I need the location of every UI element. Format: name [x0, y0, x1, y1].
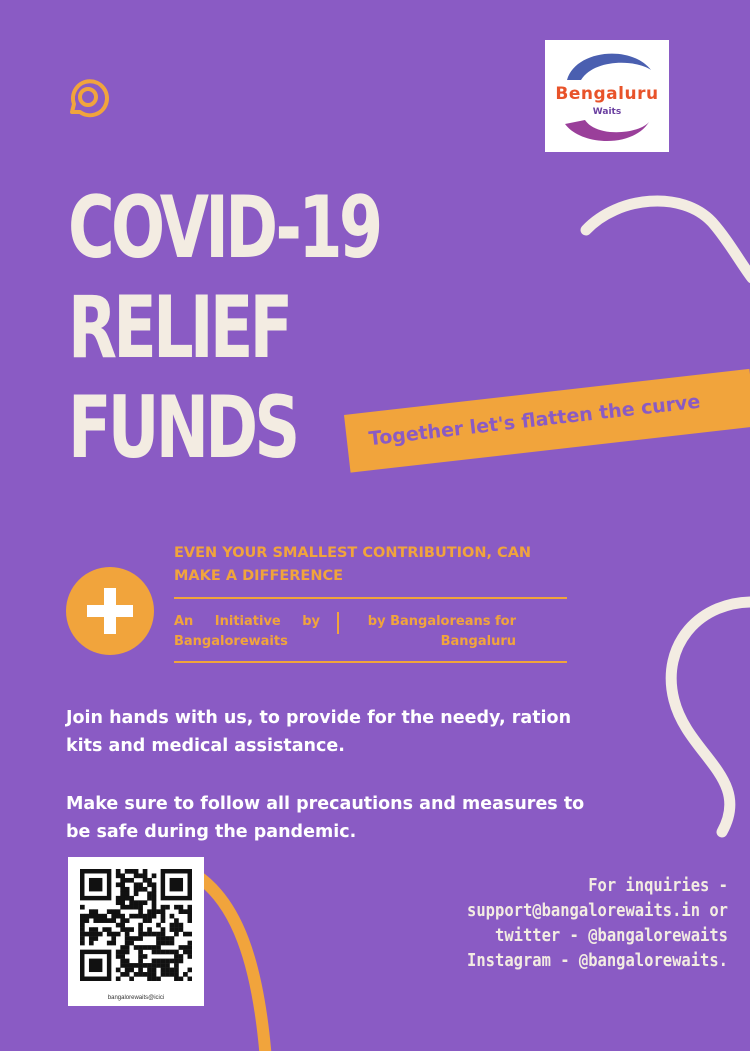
qr-caption: bangalorewaits@icici: [107, 995, 165, 1001]
qr-code: [68, 857, 204, 1006]
qr-pattern: [80, 869, 192, 981]
join-hands-paragraph: Join hands with us, to provide for the needy, ration kits and medical assistance.: [66, 708, 572, 756]
initiative-text: An Initiative by Bangalorewaits: [174, 614, 320, 649]
contribution-heading: EVEN YOUR SMALLEST CONTRIBUTION, CAN MAKE A DIFFERENCE: [174, 545, 532, 584]
top-rule: [174, 597, 567, 599]
twitter-handle[interactable]: twitter - @bangalorewaits: [494, 925, 728, 946]
logo-wordmark: Bengaluru: [555, 84, 659, 104]
page-title: [68, 178, 379, 478]
precautions-paragraph: Make sure to follow all precautions and measures to be safe during the pandemic.: [66, 794, 585, 842]
top-right-cream-curve: [586, 201, 750, 278]
bottom-orange-curve: [196, 875, 266, 1051]
banner-text: Together let's flatten the curve: [367, 390, 702, 451]
speech-bubble-target-icon: [66, 76, 110, 120]
logo-subtitle: Waits: [592, 107, 622, 117]
title-line-1: COVID-19: [68, 178, 380, 278]
support-email[interactable]: support@bangalorewaits.in or: [467, 900, 728, 921]
title-line-2: RELIEF: [68, 278, 290, 378]
bottom-rule: [174, 661, 567, 663]
separator-line: [337, 612, 339, 634]
bangaloreans-text: by Bangaloreans for Bangaluru: [367, 614, 516, 649]
contact-info: [436, 873, 728, 973]
bengaluru-waits-logo: [545, 40, 669, 152]
title-line-3: FUNDS: [68, 378, 297, 478]
right-cream-curve: [671, 602, 750, 832]
instagram-handle[interactable]: Instagram - @bangalorewaits.: [467, 950, 728, 971]
plus-icon: [66, 567, 154, 655]
inquiries-label: For inquiries -: [588, 875, 728, 896]
